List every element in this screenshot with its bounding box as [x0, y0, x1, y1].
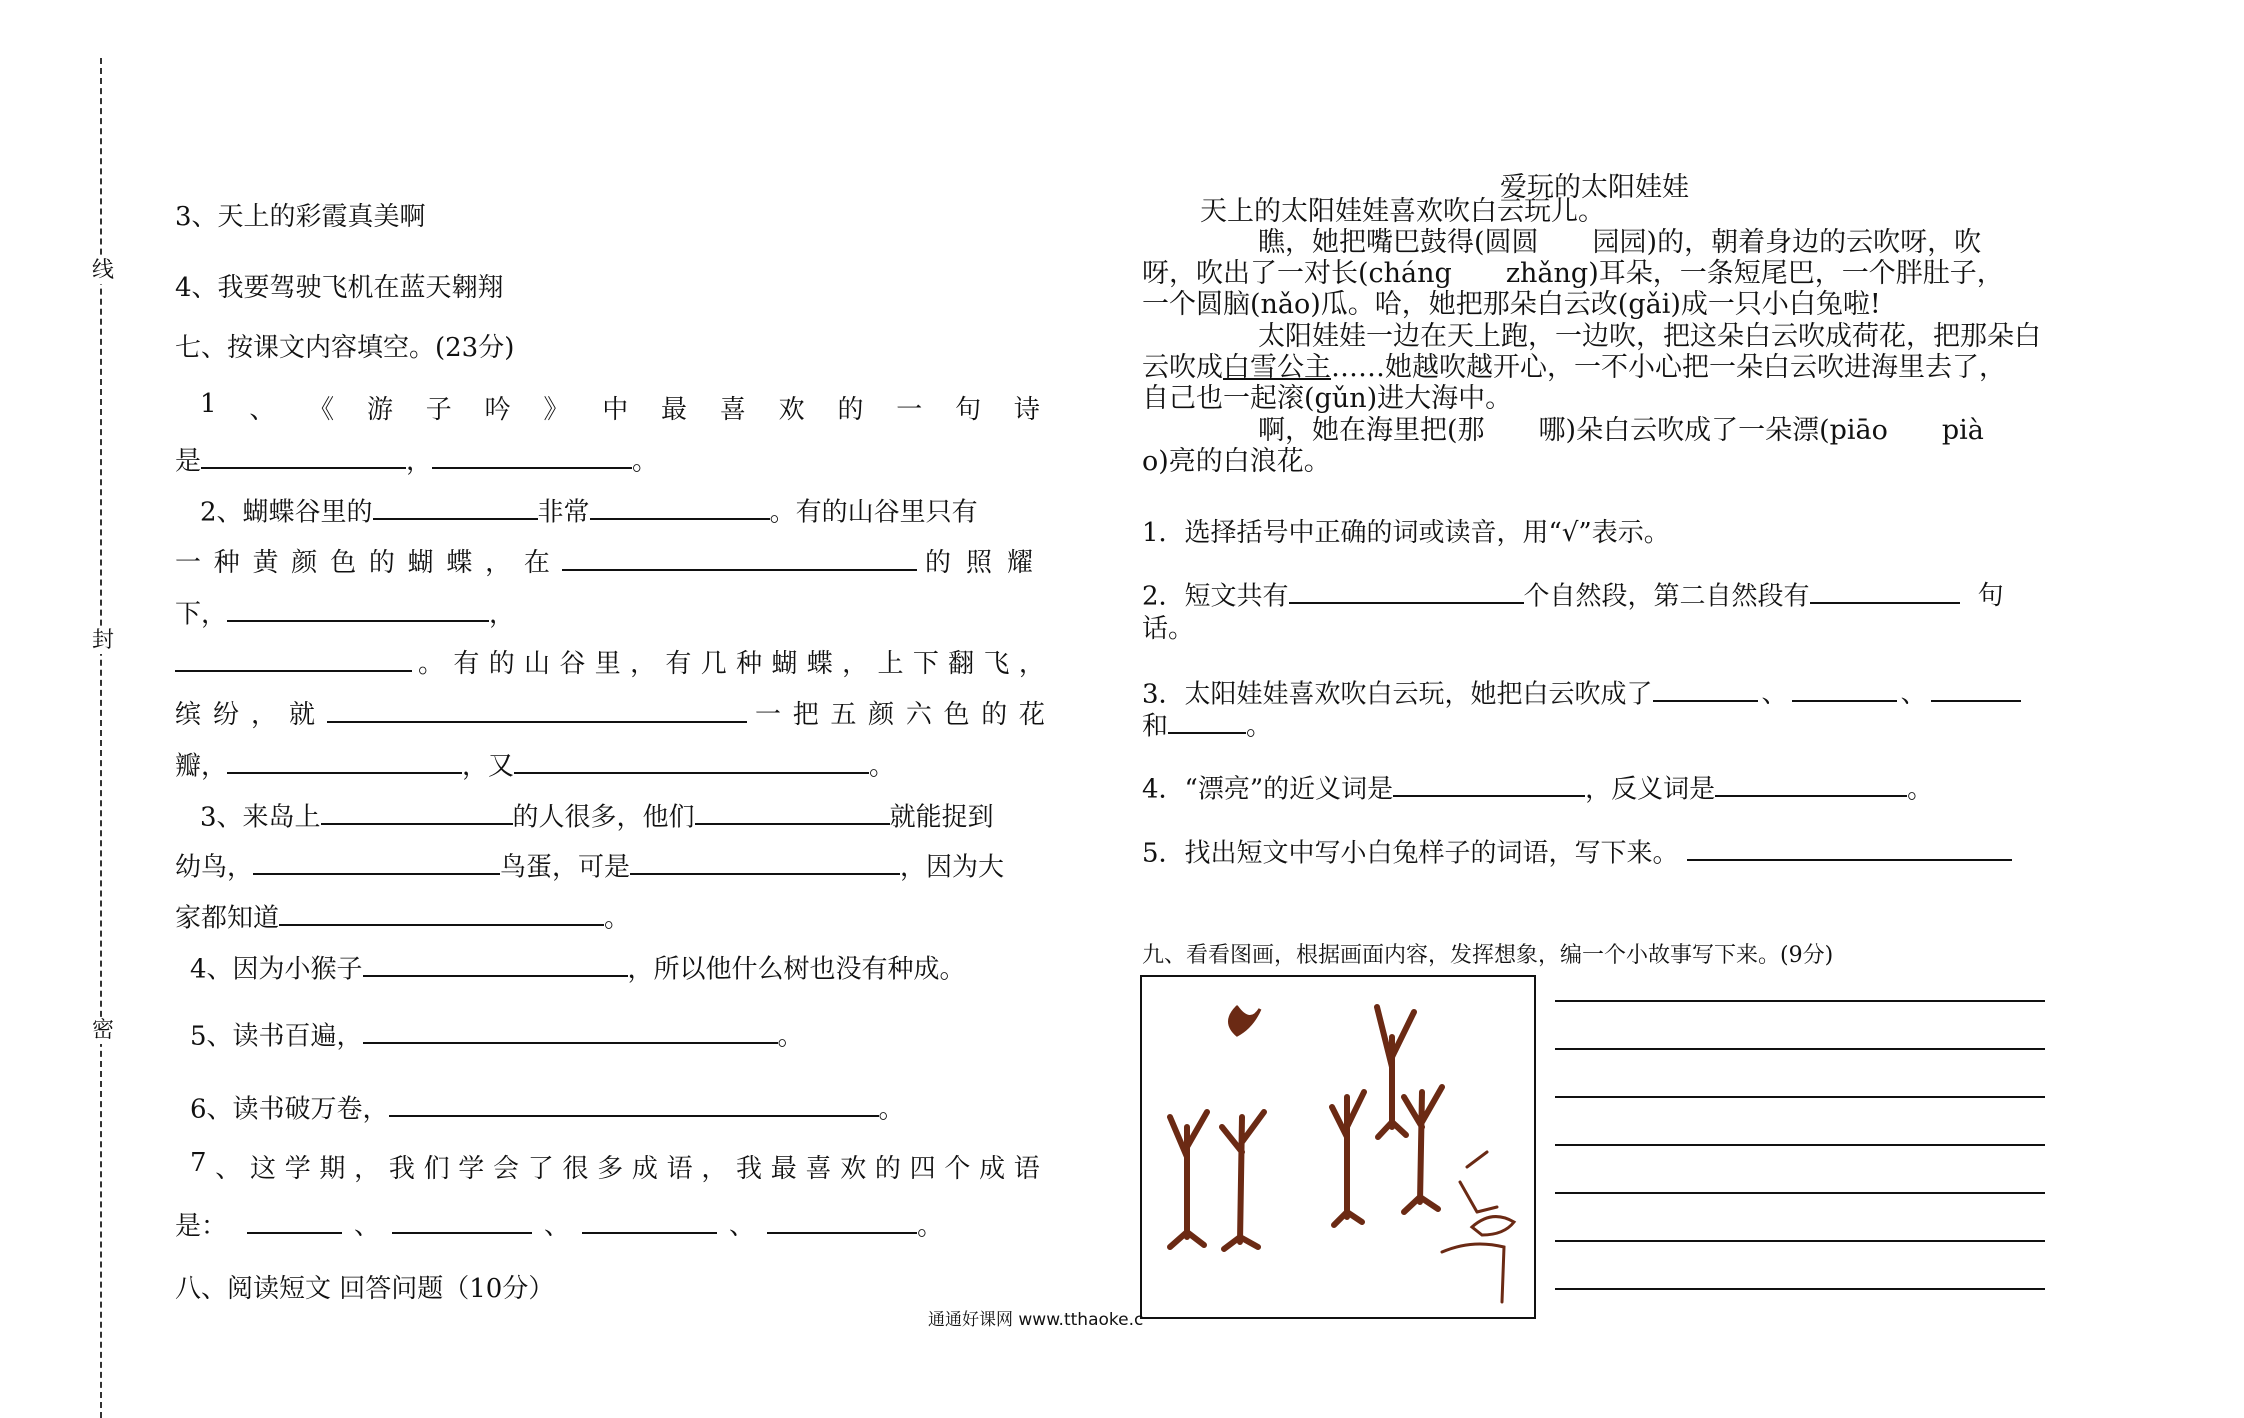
- blank-r5[interactable]: [1687, 832, 2012, 861]
- blank-7-7-a[interactable]: [247, 1205, 342, 1234]
- item-7-2-line6: 瓣， ，又 。: [175, 745, 895, 782]
- blank-7-2-f[interactable]: [327, 694, 747, 723]
- item-7-7-line1: 7 、 这 学 期 ， 我 们 学 会 了 很 多 成 语 ， 我 最 喜 欢 的 四 个 成 语: [190, 1148, 1040, 1184]
- item-7-2-line1: 2、蝴蝶谷里的 非常 。有的山谷里只有: [200, 491, 978, 528]
- item-7-2-line2: 一 种 黄 颜 色 的 蝴 蝶 ， 在 的 照 耀: [175, 542, 1045, 579]
- item-7-4: 4、因为小猴子 ，所以他什么树也没有种成。: [190, 948, 966, 985]
- blank-7-2-c[interactable]: [562, 542, 917, 571]
- item-7-5: 5、读书百遍， 。: [190, 1015, 804, 1052]
- sentence-4: 4、我要驾驶飞机在蓝天翱翔: [175, 273, 504, 303]
- blank-7-7-c[interactable]: [582, 1205, 717, 1234]
- item-7-3-line1: 3、来岛上 的人很多，他们 就能捉到: [200, 796, 994, 833]
- blank-7-5[interactable]: [363, 1015, 778, 1044]
- writing-line-2[interactable]: [1555, 1048, 2045, 1050]
- picture-drawing: [1142, 977, 1534, 1317]
- blank-7-3-c[interactable]: [253, 846, 500, 875]
- blank-7-3-e[interactable]: [279, 897, 604, 926]
- item-7-2-line5: 缤 纷 ， 就 一 把 五 颜 六 色 的 花: [175, 694, 1045, 731]
- reading-q2-line1: 2．短文共有 个自然段，第二自然段有 句: [1142, 575, 2004, 612]
- item-7-7-line2: 是： 、 、 、 。: [175, 1205, 943, 1242]
- item-7-6: 6、读书破万卷， 。: [190, 1088, 905, 1125]
- binding-char-feng: 封: [92, 628, 115, 653]
- item-7-3-line3: 家都知道 。: [175, 897, 630, 934]
- blank-7-3-a[interactable]: [321, 796, 513, 825]
- story-line-1: 天上的太阳娃娃喜欢吹白云玩儿。: [1200, 196, 1605, 227]
- reading-q3-line1: 3．太阳娃娃喜欢吹白云玩，她把白云吹成了 、 、: [1142, 673, 2021, 710]
- blank-r3-d[interactable]: [1168, 705, 1246, 734]
- footer-watermark: 通通好课网 www.tthaoke.c: [928, 1310, 1144, 1330]
- story-line-7: 自己也一起滚(gǔn)进大海中。: [1142, 383, 1513, 414]
- reading-q2-line2: 话。: [1142, 614, 1195, 644]
- binding-char-mi: 密: [92, 1018, 115, 1043]
- blank-7-7-d[interactable]: [767, 1205, 917, 1234]
- blank-7-6[interactable]: [389, 1088, 879, 1117]
- item-7-1-line1: 1 、 《 游 子 吟 》 中 最 喜 欢 的 一 句 诗: [200, 389, 1040, 425]
- blank-7-2-h[interactable]: [514, 745, 869, 774]
- story-line-6: 云吹成白雪公主……她越吹越开心，一不小心把一朵白云吹进海里去了，: [1142, 352, 2006, 383]
- blank-7-1-a[interactable]: [201, 440, 406, 469]
- reading-q4: 4．“漂亮”的近义词是 ，反义词是 。: [1142, 768, 1933, 805]
- story-line-4: 一个圆脑(nǎo)瓜。哈，她把那朵白云改(gǎi)成一只小白兔啦!: [1142, 289, 1881, 320]
- blank-r4-b[interactable]: [1715, 768, 1907, 797]
- story-line-2: 瞧，她把嘴巴鼓得(圆圆 园园)的，朝着身边的云吹呀，吹: [1258, 227, 1982, 258]
- story-title: 爱玩的太阳娃娃: [1500, 172, 1689, 203]
- blank-7-7-b[interactable]: [392, 1205, 532, 1234]
- writing-line-5[interactable]: [1555, 1192, 2045, 1194]
- item-7-3-line2: 幼鸟， 鸟蛋，可是 ，因为大: [175, 846, 1004, 883]
- item-7-2-line4: 。 有 的 山 谷 里 ， 有 几 种 蝴 蝶 ， 上 下 翻 飞 ，: [175, 643, 1045, 680]
- blank-7-1-b[interactable]: [432, 440, 632, 469]
- writing-line-6[interactable]: [1555, 1240, 2045, 1242]
- section-7-heading: 七、按课文内容填空。(23分): [175, 333, 515, 363]
- blank-r3-a[interactable]: [1653, 673, 1758, 702]
- item-7-1-line2: 是 ， 。: [175, 440, 658, 477]
- blank-r2-a[interactable]: [1289, 575, 1524, 604]
- writing-line-3[interactable]: [1555, 1096, 2045, 1098]
- blank-7-4[interactable]: [363, 948, 628, 977]
- blank-7-3-d[interactable]: [630, 846, 900, 875]
- blank-7-2-b[interactable]: [590, 491, 770, 520]
- binding-char-xian: 线: [92, 258, 115, 283]
- section-9-heading: 九、看看图画，根据画面内容，发挥想象，编一个小故事写下来。(9分): [1142, 943, 1834, 968]
- blank-7-2-a[interactable]: [373, 491, 538, 520]
- story-line-5: 太阳娃娃一边在天上跑，一边吹，把这朵白云吹成荷花，把那朵白: [1258, 321, 2041, 352]
- reading-q3-line2: 和 。: [1142, 705, 1272, 742]
- story-line-8: 啊，她在海里把(那 哪)朵白云吹成了一朵漂(piāo pià: [1258, 415, 1984, 446]
- reading-q1: 1．选择括号中正确的词或读音，用“√”表示。: [1142, 518, 1670, 548]
- writing-line-1[interactable]: [1555, 1000, 2045, 1002]
- item-7-2-line3: 下， ，: [175, 593, 515, 630]
- blank-7-2-g[interactable]: [227, 745, 462, 774]
- blank-7-2-e[interactable]: [175, 643, 412, 672]
- writing-line-7[interactable]: [1555, 1288, 2045, 1290]
- story-picture: [1140, 975, 1536, 1319]
- blank-7-2-d[interactable]: [227, 593, 489, 622]
- reading-q5: 5．找出短文中写小白兔样子的词语，写下来。: [1142, 832, 2012, 869]
- writing-line-4[interactable]: [1555, 1144, 2045, 1146]
- sentence-3: 3、天上的彩霞真美啊: [175, 202, 426, 232]
- blank-r4-a[interactable]: [1393, 768, 1585, 797]
- moon-icon: [1230, 1007, 1261, 1035]
- blank-r3-b[interactable]: [1792, 673, 1897, 702]
- blank-r2-b[interactable]: [1810, 575, 1960, 604]
- section-8-heading: 八、阅读短文 回答问题（10分）: [175, 1274, 555, 1304]
- story-line-3: 呀，吹出了一对长(cháng zhǎng)耳朵，一条短尾巴，一个胖肚子，: [1142, 258, 2004, 289]
- underlined-snow-white: 白雪公主: [1223, 352, 1331, 383]
- blank-7-3-b[interactable]: [695, 796, 890, 825]
- story-line-9: o)亮的白浪花。: [1142, 446, 1331, 477]
- blank-r3-c[interactable]: [1931, 673, 2021, 702]
